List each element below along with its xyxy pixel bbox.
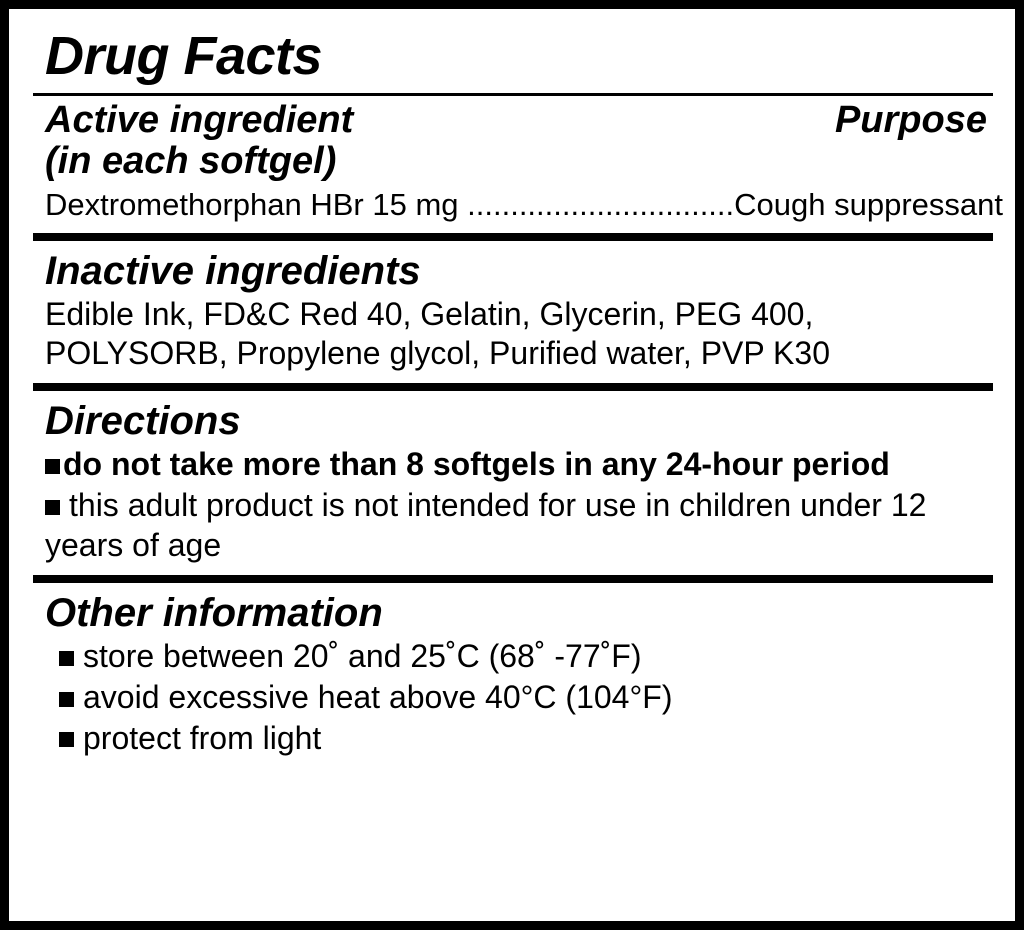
active-ingredient-heading-line2: (in each softgel) — [45, 140, 337, 183]
square-bullet-icon — [59, 732, 74, 747]
square-bullet-icon — [45, 459, 60, 474]
inactive-ingredients-section — [33, 249, 993, 373]
list-item-text: do not take more than 8 softgels in any 24-hour period — [63, 446, 890, 483]
purpose-heading: Purpose — [834, 99, 987, 141]
square-bullet-icon — [59, 692, 74, 707]
active-ingredient-section — [33, 99, 1003, 223]
list-item — [45, 445, 987, 485]
list-item — [59, 637, 987, 677]
list-item-text: store between 20˚ and 25˚C (68˚ -77˚F) — [83, 638, 642, 675]
divider-inactive — [33, 233, 993, 241]
list-item-text: avoid excessive heat above 40°C (104°F) — [83, 679, 673, 715]
list-item-text: protect from light — [83, 719, 322, 756]
list-item — [59, 719, 987, 759]
other-information-heading: Other information — [45, 591, 383, 636]
inactive-ingredients-heading: Inactive ingredients — [45, 249, 421, 294]
directions-section — [33, 399, 993, 565]
directions-list-secondary — [45, 486, 987, 565]
other-information-section — [33, 591, 993, 758]
active-ingredient-heading — [45, 100, 353, 182]
divider-directions — [33, 383, 993, 391]
inactive-ingredients-line1: Edible Ink, FD&C Red 40, Gelatin, Glycerin, PEG 400, — [45, 296, 814, 333]
divider-title — [33, 93, 993, 96]
active-ingredient-heading-line1: Active ingredient — [45, 99, 354, 141]
active-ingredient-row — [45, 186, 1003, 223]
page-title: Drug Facts — [45, 26, 323, 86]
other-information-list — [45, 637, 987, 758]
square-bullet-icon — [59, 651, 74, 666]
active-ingredient-name: Dextromethorphan HBr 15 mg — [45, 187, 459, 223]
directions-heading: Directions — [45, 399, 241, 444]
square-bullet-icon — [45, 500, 60, 515]
active-ingredient-header-row — [45, 100, 987, 182]
directions-list — [45, 445, 987, 485]
list-item — [59, 678, 987, 718]
divider-other — [33, 575, 993, 583]
leader-dots: ............................... — [458, 187, 735, 223]
active-ingredient-purpose: Cough suppressant — [734, 187, 1003, 223]
inactive-ingredients-line2: POLYSORB, Propylene glycol, Purified water, PVP K30 — [45, 335, 830, 372]
list-item — [45, 486, 987, 565]
list-item-text: this adult product is not intended for use in children under 12 years of age — [45, 486, 927, 563]
